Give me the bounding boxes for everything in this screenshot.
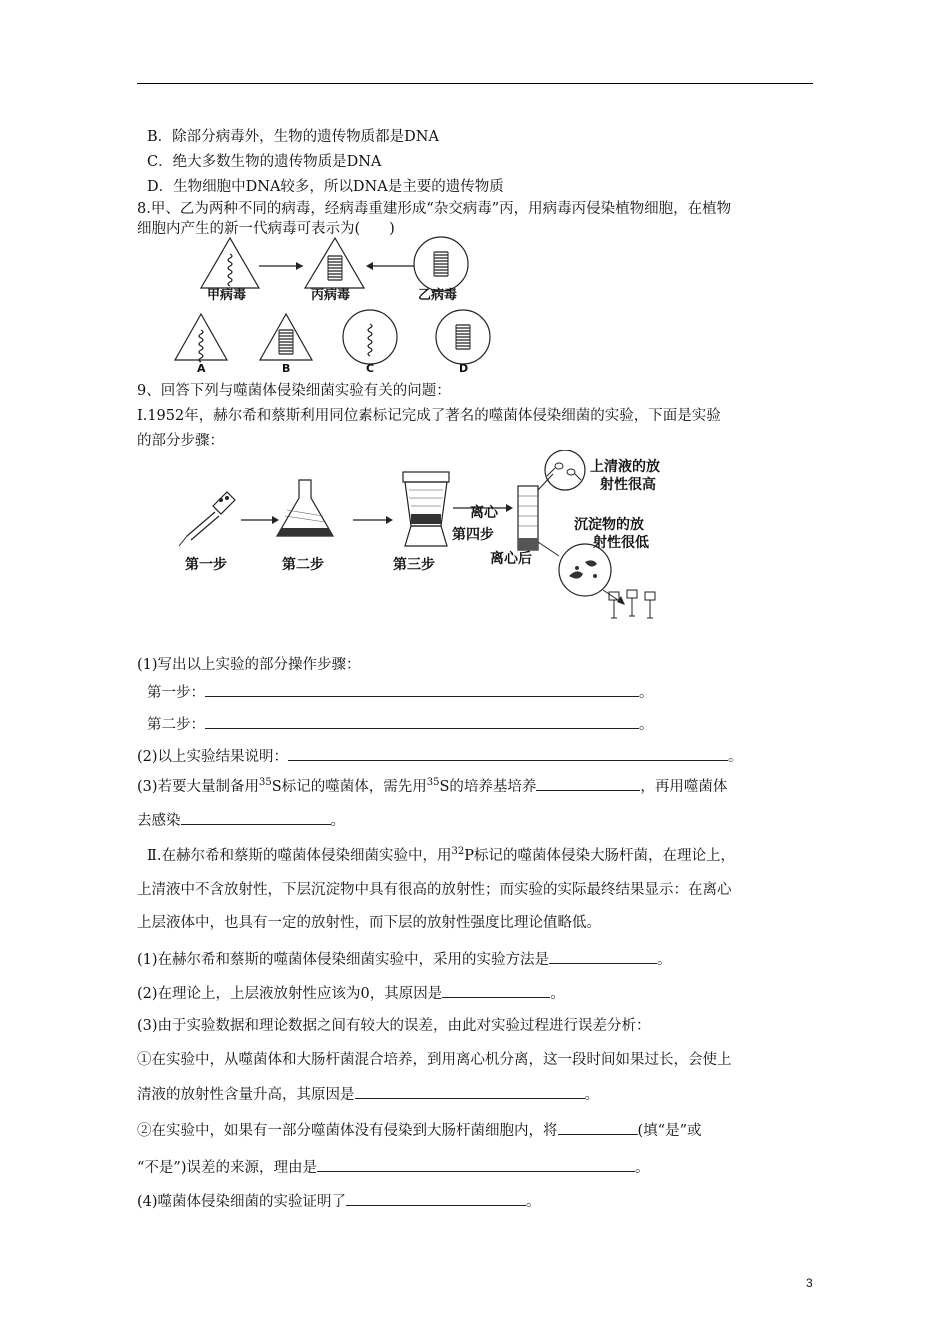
p1-q2-label: (2)以上实验结果说明： <box>137 749 289 765</box>
part2-intro-line3: 上层液体中，也具有一定的放射性，而下层的放射性强度比理论值略低。 <box>137 915 601 931</box>
p1-q1: (1)写出以上实验的部分操作步骤： <box>137 657 361 673</box>
p2-q3-1-blank[interactable] <box>355 1084 585 1099</box>
p2-q3-1-line1: ①在实验中，从噬菌体和大肠杆菌混合培养，到用离心机分离，这一段时间如果过长，会使上 <box>137 1052 732 1068</box>
p2-q3-1-row2 <box>137 1084 599 1105</box>
fig-supernatant-line1: 上清液的放 <box>590 459 660 475</box>
p2-q2-blank[interactable] <box>442 983 550 998</box>
p1-step1-row <box>147 682 654 703</box>
q7-option-b: B．除部分病毒外，生物的遗传物质都是DNA <box>147 129 439 145</box>
period: 。 <box>330 813 345 829</box>
q9-title: 9、回答下列与噬菌体侵染细菌实验有关的问题： <box>137 383 451 399</box>
label-yi-virus: 乙病毒 <box>418 288 458 303</box>
p1-q3-blank-medium[interactable] <box>536 776 640 791</box>
phage-icon <box>179 492 235 546</box>
fig-step1-label: 第一步 <box>185 557 227 573</box>
fig-step3-label: 第三步 <box>393 557 435 573</box>
fig-after-centrifuge-label: 离心后 <box>490 551 532 567</box>
fig-centrifuge-label: 离心 <box>470 505 498 521</box>
q7-option-d: D．生物细胞中DNA较多，所以DNA是主要的遗传物质 <box>147 179 504 195</box>
p1-q3-row2 <box>137 810 345 831</box>
p1-step1-blank[interactable] <box>205 682 639 697</box>
isotope-35-sup: 35 <box>426 777 440 789</box>
p1-q2-blank[interactable] <box>288 746 728 761</box>
p2-q3-1-line2-text: 清液的放射性含量升高，其原因是 <box>137 1087 355 1103</box>
page-number: 3 <box>806 1276 813 1290</box>
header-rule <box>137 83 813 84</box>
virus-bing-icon <box>305 238 364 288</box>
fig-sediment-line2: 射性很低 <box>593 535 649 551</box>
part2-intro-line1 <box>147 846 735 866</box>
period: 。 <box>728 749 743 765</box>
period: 。 <box>634 1160 650 1176</box>
period: 。 <box>584 1087 599 1103</box>
p2-q1-row <box>137 949 672 970</box>
virus-reconstruction-figure <box>170 234 500 374</box>
centrifuge-tube-icon <box>518 486 538 550</box>
part2-intro-line2: 上清液中不含放射性，下层沉淀物中具有很高的放射性；而实验的实际最终结果显示：在离心 <box>137 882 732 898</box>
p2-q3-2-row1 <box>137 1120 701 1141</box>
blender-icon <box>403 472 449 546</box>
p1-step2-row <box>147 714 654 735</box>
q8-stem-line1: 8.甲、乙为两种不同的病毒，经病毒重建形成“杂交病毒”丙，用病毒丙侵染植物细胞，在植物 <box>137 201 732 217</box>
p1-q3-text-d: ，再用噬菌体 <box>640 779 728 795</box>
p2-q4-text: (4)噬菌体侵染细菌的实验证明了 <box>137 1194 347 1210</box>
period: 。 <box>550 986 565 1002</box>
option-d-icon <box>436 310 490 364</box>
p2-q3-2-row2 <box>137 1157 649 1178</box>
fig-step2-label: 第二步 <box>282 557 324 573</box>
p1-q3-text-a: (3)若要大量制备用 <box>137 779 260 795</box>
p2-q4-row <box>137 1191 541 1212</box>
fig-supernatant-line2: 射性很高 <box>600 477 656 493</box>
option-a-icon <box>175 314 227 362</box>
option-b-label: B <box>282 362 291 375</box>
part2-text-b: P标记的噬菌体侵染大肠杆菌，在理论上， <box>464 848 735 864</box>
p1-q3-text-c: S的培养基培养 <box>439 779 537 795</box>
option-c-icon <box>343 310 397 364</box>
period: 。 <box>526 1194 541 1210</box>
virus-yi-icon <box>414 237 468 291</box>
q8-stem-line2: 细胞内产生的新一代病毒可表示为( ) <box>137 221 395 237</box>
p1-step2-label: 第二步： <box>147 717 205 733</box>
option-c-label: C <box>366 362 375 375</box>
progeny-phages-icon <box>609 590 655 618</box>
supernatant-circle-icon <box>545 450 585 490</box>
option-d-label: D <box>459 362 469 375</box>
period: 。 <box>657 952 672 968</box>
flask-icon <box>277 480 333 536</box>
fig-sediment-line1: 沉淀物的放 <box>574 517 644 533</box>
p2-q3: (3)由于实验数据和理论数据之间有较大的误差，由此对实验过程进行误差分析： <box>137 1018 651 1034</box>
label-bing-virus: 丙病毒 <box>311 288 351 303</box>
p2-q3-2-blank-yesno[interactable] <box>558 1120 638 1135</box>
p2-q3-2-line2-text: “不是”)误差的来源，理由是 <box>137 1160 317 1176</box>
p1-step1-label: 第一步： <box>147 685 205 701</box>
part2-text-a: Ⅱ.在赫尔希和蔡斯的噬菌体侵染细菌实验中，用 <box>147 848 452 864</box>
p2-q2-row <box>137 983 565 1004</box>
isotope-32-sup: 32 <box>451 846 465 858</box>
fig-step4-label: 第四步 <box>452 527 494 543</box>
q9-part1-intro-line2: 的部分步骤： <box>137 433 224 449</box>
isotope-35-sup: 35 <box>259 777 272 789</box>
p2-q3-2-text-b: (填“是”或 <box>637 1123 702 1139</box>
p1-q3-row <box>137 776 727 797</box>
p2-q3-2-blank-reason[interactable] <box>317 1157 635 1172</box>
option-b-icon <box>260 314 312 360</box>
period: 。 <box>639 685 654 701</box>
option-a-label: A <box>197 362 206 375</box>
p1-q3-text-b: S标记的噬菌体，需先用 <box>271 779 427 795</box>
p2-q1-blank[interactable] <box>549 949 657 964</box>
p2-q3-2-text-a: ②在实验中，如果有一部分噬菌体没有侵染到大肠杆菌细胞内，将 <box>137 1123 558 1139</box>
p1-q2-row <box>137 746 743 767</box>
p2-q4-blank[interactable] <box>346 1191 526 1206</box>
p1-step2-blank[interactable] <box>205 714 639 729</box>
q9-part1-intro-line1: Ⅰ.1952年，赫尔希和蔡斯利用同位素标记完成了著名的噬菌体侵染细菌的实验，下面是实验 <box>137 408 721 424</box>
period: 。 <box>639 717 654 733</box>
label-jia-virus: 甲病毒 <box>207 288 247 303</box>
p1-q3-blank-host[interactable] <box>181 810 331 825</box>
q7-option-c: C．绝大多数生物的遗传物质是DNA <box>147 154 382 170</box>
p2-q2-text: (2)在理论上，上层液放射性应该为0，其原因是 <box>137 986 443 1002</box>
virus-jia-icon <box>201 238 259 288</box>
p1-q3-line2-text: 去感染 <box>137 813 181 829</box>
p2-q1-text: (1)在赫尔希和蔡斯的噬菌体侵染细菌实验中，采用的实验方法是 <box>137 952 550 968</box>
